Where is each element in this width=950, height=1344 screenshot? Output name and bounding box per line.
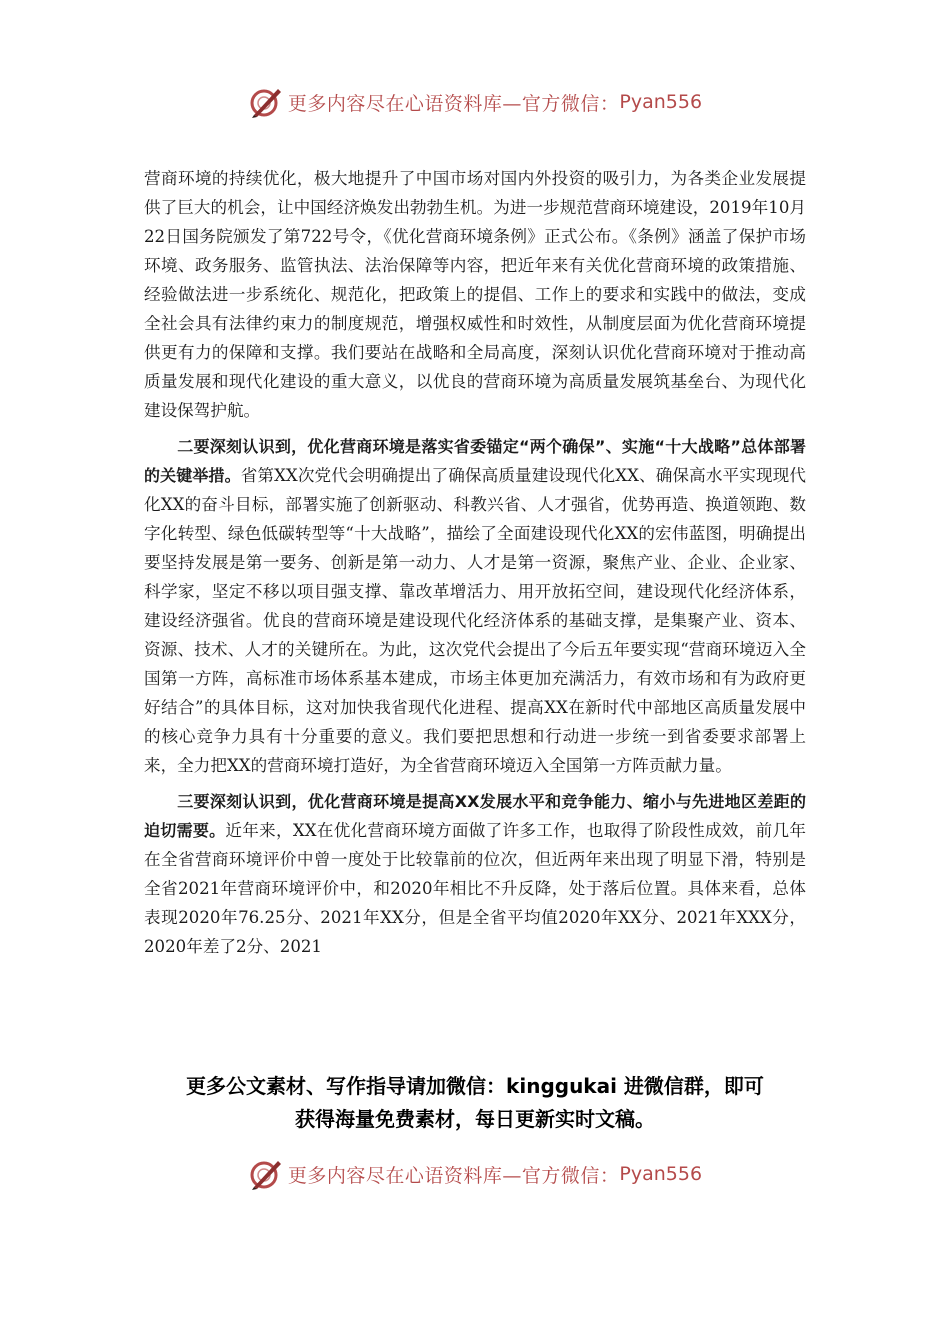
- paragraph-3-text: 近年来，XX在优化营商环境方面做了许多工作，也取得了阶段性成效，前几年在全省营商环境评价中曾一度处于比较靠前的位次，但近两年来出现了明显下滑，特别是全省2021年营商环境评价中，和2020年相比不升反降，处于落后位置。具体来看，总体表现2020年76.25分、2021年XX分，但是全省平均值2020年XX分、2021年XXX分，2020年差了2分、2021: [144, 821, 806, 956]
- footer-wechat-id: Pyan556: [619, 1163, 703, 1185]
- footer-banner-text: 更多内容尽在心语资料库—官方微信：: [287, 1164, 620, 1187]
- document-body: [144, 164, 806, 968]
- promo-notice: [0, 1070, 950, 1136]
- promo-line-2: 获得海量免费素材，每日更新实时文稿。: [295, 1107, 655, 1131]
- paragraph-3: [144, 787, 806, 961]
- paragraph-1: 营商环境的持续优化，极大地提升了中国市场对国内外投资的吸引力，为各类企业发展提供了巨大的机会，让中国经济焕发出勃勃生机。为进一步规范营商环境建设，2019年10月22日国务院颁发了第722号令，《优化营商环境条例》正式公布。《条例》涵盖了保护市场环境、政务服务、监管执法、法治保障等内容，把近年来有关优化营商环境的政策措施、经验做法进一步系统化、规范化，把政策上的提倡、工作上的要求和实践中的做法，变成全社会具有法律约束力的制度规范，增强权威性和时效性，从制度层面为优化营商环境提供更有力的保障和支撑。我们要站在战略和全局高度，深刻认识优化营商环境对于推动高质量发展和现代化建设的重大意义，以优良的营商环境为高质量发展筑基垒台、为现代化建设保驾护航。: [144, 169, 806, 420]
- paragraph-3-heading: 三要深刻认识到，优化营商环境是提高XX发展水平和竞争能力、缩小与先进地区差距的迫切需要。: [144, 792, 806, 840]
- paragraph-2-text: 省第XX次党代会明确提出了确保高质量建设现代化XX、确保高水平实现现代化XX的奋斗目标，部署实施了创新驱动、科教兴省、人才强省，优势再造、换道领跑、数字化转型、绿色低碳转型等“十大战略”，描绘了全面建设现代化XX的宏伟蓝图，明确提出要坚持发展是第一要务、创新是第一动力、人才是第一资源，聚焦产业、企业、企业家、科学家，坚定不移以项目强支撑、靠改革增活力、用开放拓空间，建设现代化经济体系，建设经济强省。优良的营商环境是建设现代化经济体系的基础支撑，是集聚产业、资本、资源、技术、人才的关键所在。为此，这次党代会提出了今后五年要实现“营商环境迈入全国第一方阵，高标准市场体系基本建成，市场主体更加充满活力，有效市场和有为政府更好结合”的具体目标，这对加快我省现代化进程、提高XX在新时代中部地区高质量发展中的核心竞争力具有十分重要的意义。我们要把思想和行动进一步统一到省委要求部署上来，全力把XX的营商环境打造好，为全省营商环境迈入全国第一方阵贡献力量。: [144, 466, 806, 775]
- footer-banner: [0, 1152, 950, 1196]
- footer-banner-inner: [248, 1156, 702, 1192]
- brush-pen-logo-icon: [248, 1156, 284, 1192]
- header-banner-inner: [248, 84, 702, 120]
- brush-pen-logo-icon: [248, 84, 284, 120]
- paragraph-2-heading: 二要深刻认识到，优化营商环境是落实省委锚定“两个确保”、实施“十大战略”总体部署的关键举措。: [144, 437, 806, 485]
- promo-line-1: 更多公文素材、写作指导请加微信：kinggukai 进微信群，即可: [186, 1074, 764, 1098]
- header-banner: [0, 80, 950, 124]
- header-banner-text: 更多内容尽在心语资料库—官方微信：: [287, 92, 620, 115]
- paragraph-2: [144, 432, 806, 780]
- header-wechat-id: Pyan556: [619, 91, 703, 113]
